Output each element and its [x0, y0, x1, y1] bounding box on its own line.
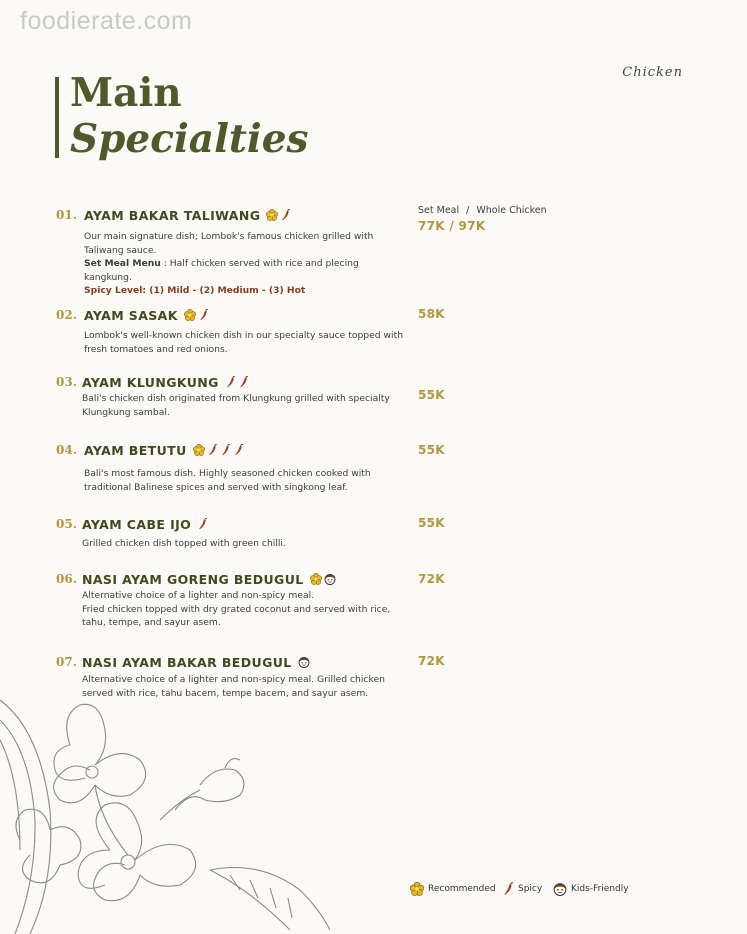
menu-item: [56, 570, 401, 630]
item-description: Bali's chicken dish originated from Klungkung grilled with specialty Klungkung sambal.: [82, 393, 390, 418]
category-label: Chicken: [622, 65, 683, 80]
spicy-icon: [238, 376, 249, 388]
legend-recommended-label: Recommended: [428, 884, 496, 894]
item-description: Lombok's well-known chicken dish in our specialty sauce topped with fresh tomatoes and red onions.: [84, 330, 404, 355]
item-number: 05.: [56, 517, 77, 531]
recommended-icon: [310, 573, 322, 585]
spicy-icon: [280, 209, 291, 221]
legend-spicy-label: Spicy: [518, 884, 543, 894]
item-number: 03.: [56, 375, 77, 389]
item-name: AYAM CABE IJO: [82, 516, 192, 532]
price-header: [418, 205, 547, 216]
item-price: 72K: [418, 654, 445, 668]
item-description: Grilled chicken dish topped with green chilli.: [82, 538, 286, 549]
spicy-level: Spicy Level: (1) Mild - (2) Medium - (3) Hot: [84, 285, 306, 296]
price-header-set-meal: Set Meal: [418, 205, 460, 216]
spicy-icon: [207, 444, 218, 456]
menu-item: [56, 306, 406, 356]
spicy-icon: [198, 309, 209, 321]
recommended-icon: [193, 444, 205, 456]
item-number: 06.: [56, 572, 77, 586]
item-number: 02.: [56, 308, 77, 322]
recommended-icon: [266, 209, 278, 221]
item-set-meal: [84, 257, 406, 284]
set-meal-text: : Half chicken served with rice and plecing kangkung.: [84, 258, 359, 283]
spicy-icon: [197, 518, 208, 530]
price-header-whole: Whole Chicken: [476, 205, 547, 216]
item-description-2: Fried chicken topped with dry grated coconut and served with rice, tahu, tempe, and sayur asem.: [82, 603, 391, 628]
item-price: 55K: [418, 443, 445, 457]
spicy-icon: [225, 376, 236, 388]
item-price: 55K: [418, 516, 445, 530]
watermark: foodierate.com: [20, 7, 193, 35]
floral-illustration: [0, 690, 330, 934]
item-name: NASI AYAM BAKAR BEDUGUL: [82, 654, 292, 670]
item-name: NASI AYAM GORENG BEDUGUL: [82, 571, 304, 587]
recommended-icon: [184, 309, 196, 321]
item-price: 77K / 97K: [418, 219, 486, 233]
title-accent-bar: [55, 77, 59, 158]
title-main: Main: [70, 70, 182, 116]
item-description: Our main signature dish; Lombok's famous chicken grilled with Taliwang sauce.: [84, 231, 374, 256]
legend-spicy: [502, 882, 542, 896]
spicy-icon: [233, 444, 244, 456]
item-number: 01.: [56, 208, 77, 222]
menu-item: [56, 206, 406, 298]
kids-friendly-icon: [324, 573, 336, 585]
item-description: Bali's most famous dish. Highly seasoned chicken cooked with traditional Balinese spices and served with singkong leaf.: [84, 468, 371, 493]
item-description: Alternative choice of a lighter and non-spicy meal. Grilled chicken served with rice, tahu bacem, tempe bacem, and sayur asem.: [82, 674, 385, 699]
item-name: AYAM BAKAR TALIWANG: [84, 207, 261, 223]
item-number: 07.: [56, 655, 77, 669]
recommended-icon: [410, 882, 424, 896]
kids-friendly-icon: [298, 656, 310, 668]
legend-kids-label: Kids-Friendly: [571, 884, 629, 894]
item-name: AYAM BETUTU: [84, 442, 187, 458]
spicy-icon: [502, 882, 514, 896]
item-description: Alternative choice of a lighter and non-spicy meal.: [82, 590, 315, 601]
item-price: 55K: [418, 388, 445, 402]
menu-item: [56, 441, 406, 494]
menu-item: [56, 515, 406, 551]
item-price: 72K: [418, 572, 445, 586]
kids-friendly-icon: [553, 882, 567, 896]
menu-item: [56, 373, 406, 419]
spicy-icon: [220, 444, 231, 456]
item-name: AYAM KLUNGKUNG: [82, 374, 219, 390]
title-specialties: Specialties: [70, 116, 309, 162]
set-meal-label: Set Meal Menu: [84, 258, 161, 269]
item-name: AYAM SASAK: [84, 307, 178, 323]
legend-kids-friendly: [553, 882, 629, 896]
price-header-separator: /: [466, 205, 470, 216]
item-price: 58K: [418, 307, 445, 321]
legend-recommended: [410, 882, 496, 896]
item-number: 04.: [56, 443, 77, 457]
